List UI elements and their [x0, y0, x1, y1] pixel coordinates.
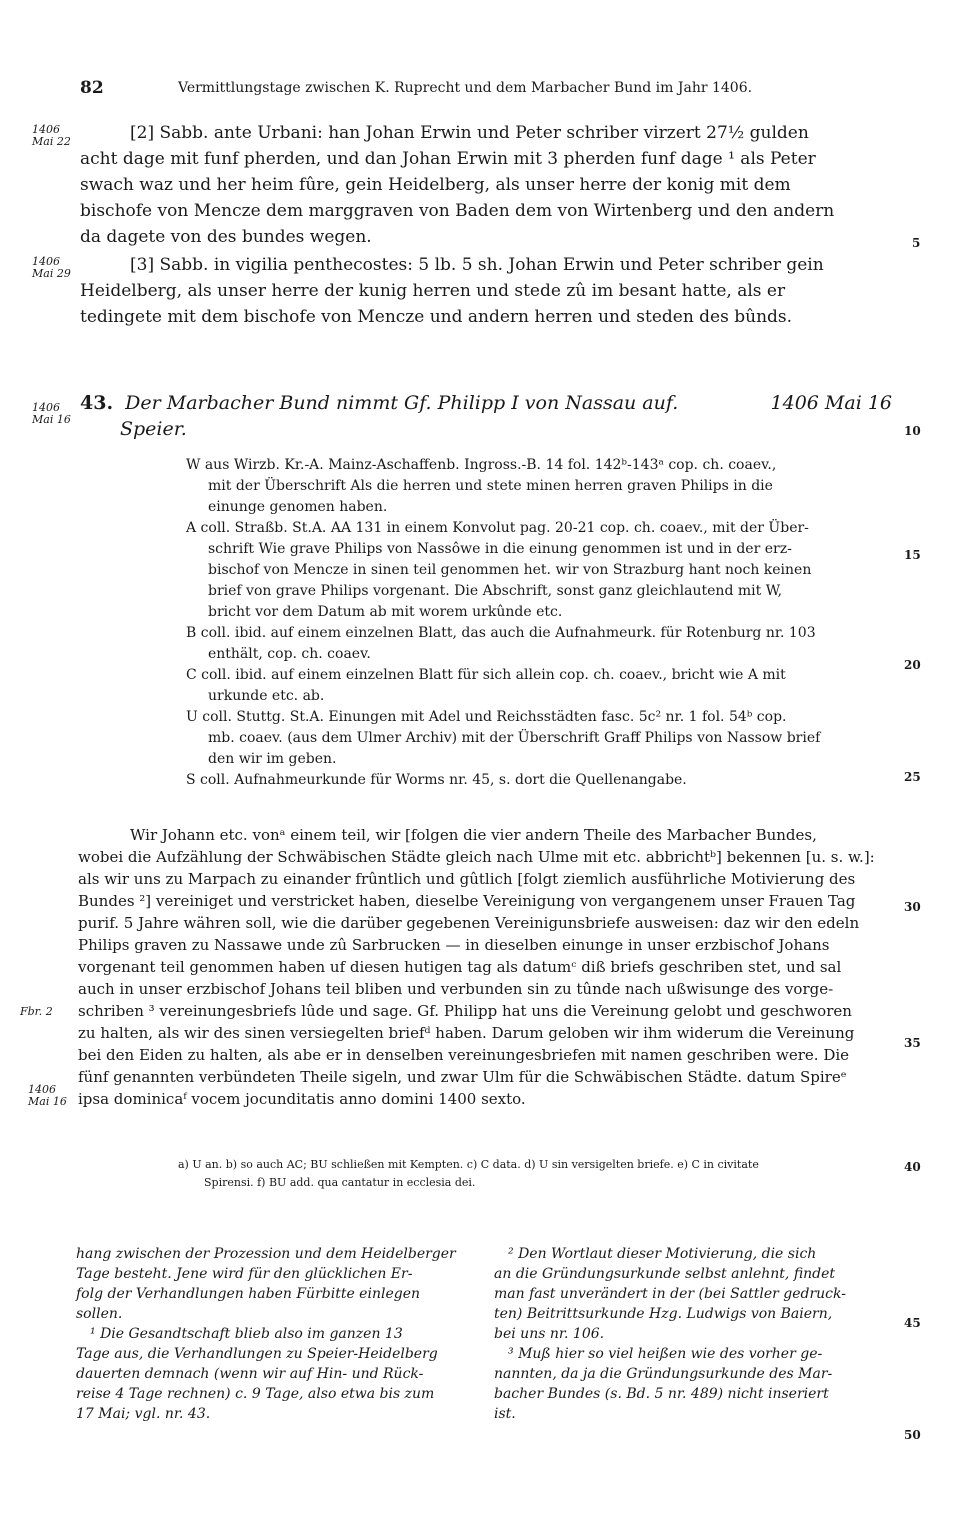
entry-place: Speier. [120, 418, 187, 440]
paragraph-2: [2] Sabb. ante Urbani: han Johan Erwin und Peter schriber virzert 27½ gulden acht dage mit funf pherden, und dan Johan Erwin mit 3 pherden funf dage ¹ als Peter swach waz und her heim fûre, gein Heidelberg, als unser herre der konig mit dem bischofe von Mencze dem marggraven von Baden dem von Wirtenberg und den andern da dagete von des bundes wegen. [80, 123, 835, 247]
line-number: 40 [904, 1160, 921, 1174]
margin-date: 1406 Mai 16 [32, 401, 71, 426]
entry-heading [80, 390, 892, 442]
variant-readings: a) U an. b) so auch AC; BU schließen mit Kempten. c) C data. d) U sin versigelten briefe. e) C in civitate Spirensi. f) BU add. qua cantatur in ecclesia dei. [178, 1158, 759, 1189]
line-number: 50 [904, 1428, 921, 1442]
margin-date: 1406 Mai 16 [28, 1083, 67, 1108]
entry-title: Der Marbacher Bund nimmt Gf. Philipp I von Nassau auf. [125, 392, 679, 414]
footnotes-right: ² Den Wortlaut dieser Motivierung, die sich an die Gründungsurkunde selbst anlehnt, findet man fast unverändert in der (bei Sattler gedruck- ten) Beitrittsurkunde Hzg. Ludwigs von Baiern, bei uns nr. 106. ³ Muß hier so viel heißen wie des vorher ge- nannten, da ja die Gründungsurkunde des Mar- bacher Bundes (s. Bd. 5 nr. 489) nicht inseriert ist. [494, 1246, 846, 1422]
line-number: 10 [904, 424, 921, 438]
source-item: A coll. Straßb. St.A. AA 131 in einem Konvolut pag. 20-21 cop. ch. coaev., mit der Über- schrift Wie grave Philips von Nassôwe in die einung genommen ist und in der erz- bischof von Mencze in sinen teil genommen het. wir von Strazburg hant noch keinen brief von grave Philips vorgenant. Die Abschrift, sonst ganz gleichlautend mit W, bricht vor dem Datum ab mit worem urkûnde etc. [186, 520, 812, 620]
margin-date: 1406 Mai 29 [32, 255, 71, 280]
source-item: C coll. ibid. auf einem einzelnen Blatt für sich allein cop. ch. coaev., bricht wie A mit urkunde etc. ab. [186, 667, 786, 704]
line-number: 30 [904, 900, 921, 914]
line-number: 20 [904, 658, 921, 672]
document-body: Wir Johann etc. vonᵃ einem teil, wir [folgen die vier andern Theile des Marbacher Bundes, wobei die Aufzählung der Schwäbischen Städte gleich nach Ulme mit etc. abbrichtᵇ] bekennen [u. s. w.]: als wir uns zu Marpach zu einander frûntlich und gûtlich [folgt ziemlich ausführliche Motivierung des Bundes ²] vereiniget und verstricket haben, dieselbe Vereinigung von vergangenem unser Frauen Tag purif. 5 Jahre währen soll, wie die darüber gegebenen Vereinigunsbriefe ausweisen: daz wir den edeln Philips graven zu Nassawe unde zû Sarbrucken — in dieselben einunge in unser erzbischof Johans vorgenant teil genommen haben uf diesen hutigen tag als datumᶜ diß briefs geschriben stet, und sal auch in unser erzbischof Johans teil bliben und verbunden sin zu tûnde nach ußwisunge des vorge- schriben ³ vereinungesbriefs lûde und sage. Gf. Philipp hat uns die Vereinung gelobt und geschworen zu halten, als wir des sinen versiegelten briefᵈ haben. Darum geloben wir ihm widerum die Vereinung bei den Eiden zu halten, als abe er in denselben vereinungesbriefen mit namen geschriben were. Die fünf genannten verbündeten Theile sigeln, und zwar Ulm für die Schwäbischen Städte. datum Spireᵉ ipsa dominicaᶠ vocem jocunditatis anno domini 1400 sexto. [78, 826, 875, 1108]
margin-note-fbr: Fbr. 2 [20, 1005, 53, 1018]
entry-number: 43. [80, 392, 114, 414]
page-number: 82 [80, 78, 104, 98]
source-apparatus [186, 455, 892, 791]
line-number: 5 [912, 236, 921, 250]
line-number: 25 [904, 770, 921, 784]
margin-date: 1406 Mai 22 [32, 123, 71, 148]
line-number: 15 [904, 548, 921, 562]
source-item: S coll. Aufnahmeurkunde für Worms nr. 45, s. dort die Quellenangabe. [186, 772, 687, 788]
source-item: U coll. Stuttg. St.A. Einungen mit Adel und Reichsstädten fasc. 5c² nr. 1 fol. 54ᵇ cop. mb. coaev. (aus dem Ulmer Archiv) mit der Überschrift Graff Philips von Nassow brief den wir im geben. [186, 709, 821, 767]
source-item: W aus Wirzb. Kr.-A. Mainz-Aschaffenb. Ingross.-B. 14 fol. 142ᵇ-143ᵃ cop. ch. coaev., mit der Überschrift Als die herren und stete minen herren graven Philips in die einunge genomen haben. [186, 457, 777, 515]
line-number: 45 [904, 1316, 921, 1330]
paragraph-3: [3] Sabb. in vigilia penthecostes: 5 lb. 5 sh. Johan Erwin und Peter schriber gein Heidelberg, als unser herre der kunig herren und stede zû im besant hatte, als er tedingete mit dem bischofe von Mencze und andern herren und steden des bûnds. [80, 255, 824, 327]
line-number: 35 [904, 1036, 921, 1050]
source-item: B coll. ibid. auf einem einzelnen Blatt, das auch die Aufnahmeurk. für Rotenburg nr. 103 enthält, cop. ch. coaev. [186, 625, 816, 662]
running-title: Vermittlungstage zwischen K. Ruprecht und dem Marbacher Bund im Jahr 1406. [178, 80, 753, 96]
entry-date: 1406 Mai 16 [770, 392, 892, 414]
footnotes-left: hang zwischen der Prozession und dem Heidelberger Tage besteht. Jene wird für den glücklichen Er- folg der Verhandlungen haben Fürbitte einlegen sollen. ¹ Die Gesandtschaft blieb also im ganzen 13 Tage aus, die Verhandlungen zu Speier-Heidelberg dauerten demnach (wenn wir auf Hin- und Rück- reise 4 Tage rechnen) c. 9 Tage, also etwa bis zum 17 Mai; vgl. nr. 43. [76, 1246, 456, 1422]
